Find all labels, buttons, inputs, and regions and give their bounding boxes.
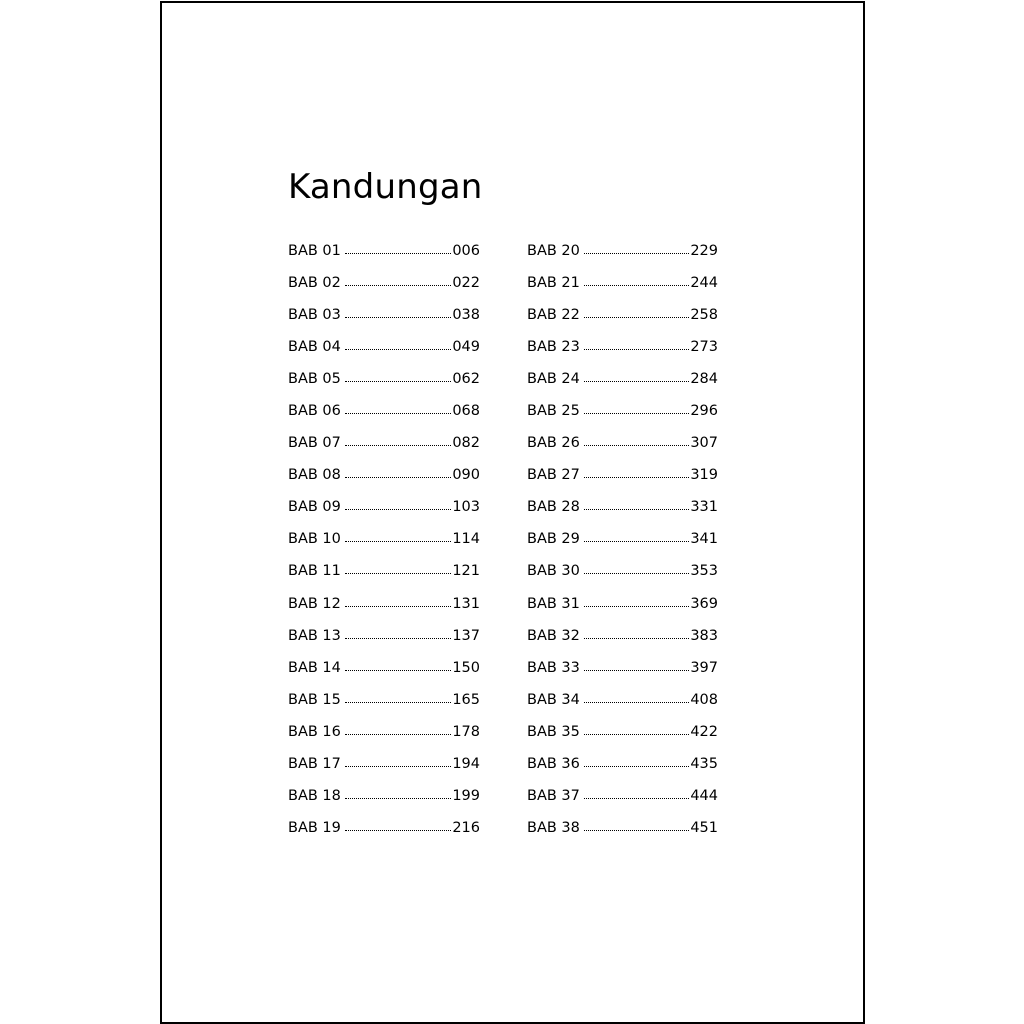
page-number: 296 bbox=[690, 403, 718, 420]
toc-entry bbox=[527, 588, 718, 620]
toc-entry bbox=[288, 491, 480, 523]
page-number: 273 bbox=[690, 339, 718, 356]
dot-leader bbox=[584, 284, 689, 286]
page-number: 444 bbox=[690, 787, 718, 804]
document-page bbox=[160, 1, 865, 1024]
chapter-label: BAB 10 bbox=[288, 531, 341, 548]
dot-leader bbox=[345, 412, 451, 414]
dot-leader bbox=[345, 380, 451, 382]
page-number: 103 bbox=[452, 499, 480, 516]
toc-entry bbox=[527, 555, 718, 587]
page-number: 022 bbox=[452, 275, 480, 292]
page-number: 353 bbox=[690, 563, 718, 580]
dot-leader bbox=[345, 316, 451, 318]
chapter-label: BAB 05 bbox=[288, 371, 341, 388]
dot-leader bbox=[345, 605, 451, 607]
chapter-label: BAB 19 bbox=[288, 819, 341, 836]
toc-entry bbox=[288, 459, 480, 491]
dot-leader bbox=[584, 316, 689, 318]
toc-entry bbox=[527, 267, 718, 299]
page-number: 229 bbox=[690, 243, 718, 259]
dot-leader bbox=[584, 669, 689, 671]
chapter-label: BAB 34 bbox=[527, 691, 580, 708]
page-number: 068 bbox=[452, 403, 480, 420]
page-number: 006 bbox=[452, 243, 480, 259]
chapter-label: BAB 17 bbox=[288, 755, 341, 772]
toc-entry bbox=[288, 427, 480, 459]
chapter-label: BAB 25 bbox=[527, 403, 580, 420]
page-number: 082 bbox=[452, 435, 480, 452]
dot-leader bbox=[584, 765, 689, 767]
chapter-label: BAB 26 bbox=[527, 435, 580, 452]
chapter-label: BAB 18 bbox=[288, 787, 341, 804]
toc-entry bbox=[288, 395, 480, 427]
chapter-label: BAB 06 bbox=[288, 403, 341, 420]
dot-leader bbox=[584, 572, 689, 574]
toc-entry bbox=[527, 459, 718, 491]
dot-leader bbox=[345, 284, 451, 286]
toc-entry bbox=[527, 620, 718, 652]
toc-entry bbox=[527, 523, 718, 555]
dot-leader bbox=[584, 637, 689, 639]
chapter-label: BAB 37 bbox=[527, 787, 580, 804]
chapter-label: BAB 01 bbox=[288, 243, 341, 259]
dot-leader bbox=[584, 252, 689, 254]
page-number: 137 bbox=[452, 627, 480, 644]
dot-leader bbox=[584, 605, 689, 607]
chapter-label: BAB 14 bbox=[288, 659, 341, 676]
toc-entry bbox=[288, 652, 480, 684]
page-number: 258 bbox=[690, 307, 718, 324]
chapter-label: BAB 35 bbox=[527, 723, 580, 740]
toc-entry bbox=[527, 812, 718, 844]
page-number: 435 bbox=[690, 755, 718, 772]
toc-entry bbox=[288, 363, 480, 395]
page-number: 178 bbox=[452, 723, 480, 740]
dot-leader bbox=[584, 348, 689, 350]
page-title: Kandungan bbox=[288, 167, 483, 207]
dot-leader bbox=[345, 701, 451, 703]
dot-leader bbox=[345, 508, 451, 510]
dot-leader bbox=[584, 733, 689, 735]
dot-leader bbox=[345, 669, 451, 671]
toc-column-left bbox=[288, 235, 480, 844]
page-number: 422 bbox=[690, 723, 718, 740]
chapter-label: BAB 33 bbox=[527, 659, 580, 676]
chapter-label: BAB 11 bbox=[288, 563, 341, 580]
page-number: 383 bbox=[690, 627, 718, 644]
page-number: 194 bbox=[452, 755, 480, 772]
dot-leader bbox=[345, 348, 451, 350]
chapter-label: BAB 21 bbox=[527, 275, 580, 292]
page-number: 284 bbox=[690, 371, 718, 388]
chapter-label: BAB 12 bbox=[288, 595, 341, 612]
chapter-label: BAB 13 bbox=[288, 627, 341, 644]
page-number: 216 bbox=[452, 819, 480, 836]
chapter-label: BAB 22 bbox=[527, 307, 580, 324]
dot-leader bbox=[584, 380, 689, 382]
page-number: 331 bbox=[690, 499, 718, 516]
toc-entry bbox=[288, 523, 480, 555]
page-number: 062 bbox=[452, 371, 480, 388]
toc-entry bbox=[527, 331, 718, 363]
toc-entry bbox=[288, 684, 480, 716]
page-number: 038 bbox=[452, 307, 480, 324]
dot-leader bbox=[345, 733, 451, 735]
toc-entry bbox=[527, 716, 718, 748]
page-number: 307 bbox=[690, 435, 718, 452]
page-number: 319 bbox=[690, 467, 718, 484]
chapter-label: BAB 28 bbox=[527, 499, 580, 516]
chapter-label: BAB 30 bbox=[527, 563, 580, 580]
chapter-label: BAB 38 bbox=[527, 819, 580, 836]
chapter-label: BAB 08 bbox=[288, 467, 341, 484]
toc-entry bbox=[527, 235, 718, 267]
toc-entry bbox=[527, 748, 718, 780]
chapter-label: BAB 04 bbox=[288, 339, 341, 356]
dot-leader bbox=[345, 797, 451, 799]
chapter-label: BAB 09 bbox=[288, 499, 341, 516]
toc-entry bbox=[527, 363, 718, 395]
toc-entry bbox=[288, 588, 480, 620]
chapter-label: BAB 02 bbox=[288, 275, 341, 292]
page-number: 369 bbox=[690, 595, 718, 612]
toc-entry bbox=[288, 748, 480, 780]
dot-leader bbox=[584, 476, 689, 478]
dot-leader bbox=[584, 412, 689, 414]
chapter-label: BAB 03 bbox=[288, 307, 341, 324]
chapter-label: BAB 23 bbox=[527, 339, 580, 356]
page-number: 397 bbox=[690, 659, 718, 676]
toc-entry bbox=[288, 620, 480, 652]
toc-entry bbox=[527, 780, 718, 812]
dot-leader bbox=[584, 829, 689, 831]
toc-entry bbox=[288, 267, 480, 299]
chapter-label: BAB 24 bbox=[527, 371, 580, 388]
toc-entry bbox=[527, 427, 718, 459]
chapter-label: BAB 20 bbox=[527, 243, 580, 259]
page-number: 150 bbox=[452, 659, 480, 676]
chapter-label: BAB 16 bbox=[288, 723, 341, 740]
dot-leader bbox=[345, 829, 451, 831]
toc-entry bbox=[288, 716, 480, 748]
page-number: 131 bbox=[452, 595, 480, 612]
dot-leader bbox=[584, 444, 689, 446]
dot-leader bbox=[584, 701, 689, 703]
chapter-label: BAB 07 bbox=[288, 435, 341, 452]
dot-leader bbox=[345, 572, 451, 574]
toc-entry bbox=[527, 652, 718, 684]
toc-entry bbox=[527, 684, 718, 716]
page-number: 341 bbox=[690, 531, 718, 548]
page-number: 049 bbox=[452, 339, 480, 356]
page-number: 199 bbox=[452, 787, 480, 804]
dot-leader bbox=[345, 765, 451, 767]
chapter-label: BAB 32 bbox=[527, 627, 580, 644]
page-number: 244 bbox=[690, 275, 718, 292]
page-number: 165 bbox=[452, 691, 480, 708]
chapter-label: BAB 36 bbox=[527, 755, 580, 772]
toc-column-right bbox=[527, 235, 718, 844]
toc-entry bbox=[288, 331, 480, 363]
page-number: 451 bbox=[690, 819, 718, 836]
page-number: 408 bbox=[690, 691, 718, 708]
chapter-label: BAB 15 bbox=[288, 691, 341, 708]
toc-entry bbox=[527, 491, 718, 523]
page-number: 114 bbox=[452, 531, 480, 548]
toc-entry bbox=[288, 812, 480, 844]
dot-leader bbox=[345, 540, 451, 542]
dot-leader bbox=[345, 252, 451, 254]
dot-leader bbox=[584, 540, 689, 542]
page-number: 121 bbox=[452, 563, 480, 580]
page-number: 090 bbox=[452, 467, 480, 484]
dot-leader bbox=[345, 444, 451, 446]
chapter-label: BAB 27 bbox=[527, 467, 580, 484]
toc-entry bbox=[288, 780, 480, 812]
dot-leader bbox=[584, 508, 689, 510]
dot-leader bbox=[345, 476, 451, 478]
toc-entry bbox=[288, 235, 480, 267]
dot-leader bbox=[584, 797, 689, 799]
chapter-label: BAB 31 bbox=[527, 595, 580, 612]
dot-leader bbox=[345, 637, 451, 639]
chapter-label: BAB 29 bbox=[527, 531, 580, 548]
toc-entry bbox=[288, 555, 480, 587]
toc-entry bbox=[527, 395, 718, 427]
toc-entry bbox=[527, 299, 718, 331]
toc-entry bbox=[288, 299, 480, 331]
